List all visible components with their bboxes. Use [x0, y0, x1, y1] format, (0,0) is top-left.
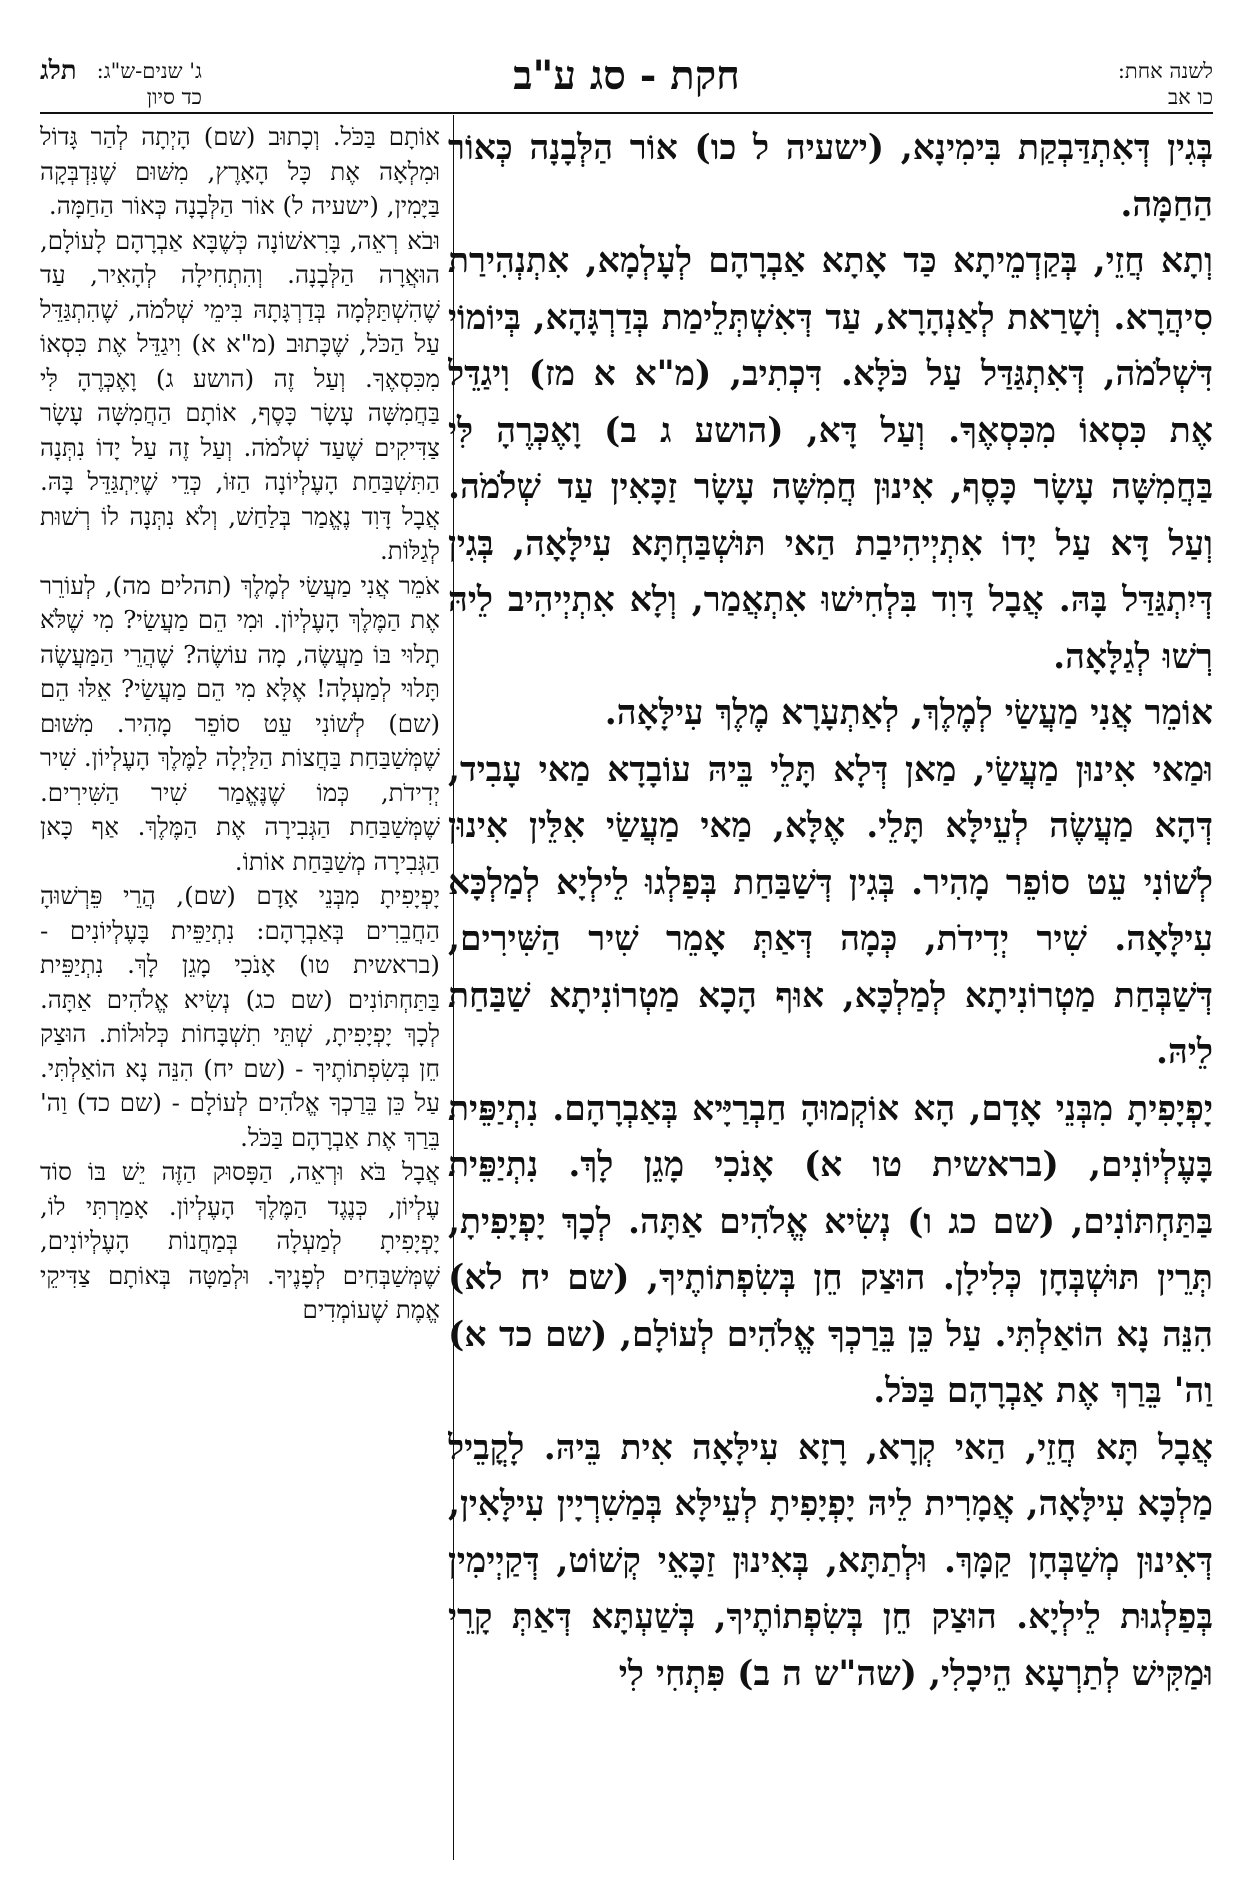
header-left	[40, 58, 340, 110]
main-paragraph: וּמַאי אִינוּן מַעֲשַׂי, מַאן דְּלָא תָּלֵי בֵּיהּ עוֹבָדָא מַאי עָבִיד, דְּהָא מַעֲשֶׂה לְעֵילָּא תָּלֵי. אֶלָּא, מַאי מַעֲשַׂי אִלֵּין אִינוּן לְשׁוֹנִי עֵט סוֹפֵר מָהִיר. בְּגִין דְּשַׁבַּחַת בְּפַלְגוּ לֵילְיָא לְמַלְכָּא עִילָּאָה. שִׁיר יְדִידֹת, כְּמָה דְּאַתְּ אָמֵר שִׁיר הַשִּׁירִים, דְּשַׁבְּחַת מַטְרוֹנִיתָא לְמַלְכָּא, אוּף הָכָא מַטְרוֹנִיתָא שַׁבַּחַת לֵיהּ.	[448, 749, 1213, 1072]
main-paragraph: אוֹמֵר אֲנִי מַעֲשַׂי לְמֶלֶךְ, לְאַתְעָרָא מֶלֶךְ עִילָּאָה.	[604, 693, 1213, 733]
translation-paragraph: אֹמֵר אֲנִי מַעֲשַׂי לְמֶלֶךְ (תהלים מה), לְעוֹרֵר אֶת הַמֶּלֶךְ הָעֶלְיוֹן. וּמִי הֵם מַעֲשַׂי? מִי שֶׁלֹּא תָלוּי בּוֹ מַעֲשֶׂה, מָה עוֹשֶׂה? שֶׁהֲרֵי הַמַּעֲשֶׂה תָּלוּי לְמַעְלָה! אֶלָּא מִי הֵם מַעֲשַׂי? אֵלּוּ הֵם (שם) לְשׁוֹנִי עֵט סוֹפֵר מָהִיר. מִשּׁוּם שֶׁמְּשַׁבַּחַת בַּחֲצוֹת הַלַּיְלָה לַמֶּלֶךְ הָעֶלְיוֹן. שִׁיר יְדִידֹת, כְּמוֹ שֶׁנֶּאֱמַר שִׁיר הַשִּׁירִים. שֶׁמְּשַׁבַּחַת הַגְּבִירָה אֶת הַמֶּלֶךְ. אַף כָּאן הַגְּבִירָה מְשַׁבַּחַת אוֹתוֹ.	[40, 570, 440, 876]
schedule-three-years: ג' שנים-ש"ג:	[96, 59, 202, 83]
translation-column	[40, 120, 440, 1870]
main-paragraph: אֲבָל תָּא חֲזֵי, הַאי קְרָא, רָזָא עִילָּאָה אִית בֵּיהּ. לָקֳבֵיל מַלְכָּא עִילָּאָה, אֲמָרִית לֵיהּ יָפְיָפִיתָ לְעֵילָּא בְּמַשִׁרְיָין עִילָּאִין, דְּאִינוּן מְשַׁבְּחָן קַמָּךְ. וּלְתַתָּא, בְּאִינוּן זַכָּאֵי קְשׁוֹט, דְּקַיְימִין בְּפַלְגוּת לֵילְיָא. הוּצַק חֵן בְּשִׂפְתוֹתֶיךָ, בְּשַׁעְתָּא דְּאַתְּ קָרֵי וּמַקִּישׁ לְתַרְעָא הֵיכָלִי, (שה"ש ה ב) פִּתְחִי לִי	[448, 1427, 1213, 1694]
main-paragraph: וְתָא חֲזֵי, בְּקַדְמֵיתָא כַּד אָתָא אַבְרָהָם לְעָלְמָא, אִתְנְהִירַת סִיהֲרָא. וְשָׁרַאת לְאַנְהָרָא, עַד דְּאִשְׁתְּלֵימַת בְּדַרְגָּהָא, בְּיוֹמוֹי דִּשְׁלֹמֹה, דְּאִתְגַּדַּל עַל כֹּלָּא. דִּכְתִיב, (מ"א א מז) וִיגַדֵּל אֶת כִּסְאוֹ מִכִּסְאֶךָ. וְעַל דָּא, (הושע ג ב) וָאֶכְּרֶהָ לִּי בַּחֲמִשָּׁה עָשָׂר כָּסֶף, אִינוּן חֲמִשָּׁה עָשָׂר זַכָּאִין עַד שְׁלֹמֹה. וְעַל דָּא עַל יָדוֹ אִתְיְיהִיבַת הַאי תּוּשְׁבַּחְתָּא עִילָּאָה, בְּגִין דְּיִתְגַּדַּל בָּהּ. אֲבָל דָּוִד בִּלְחִישׁוּ אִתְאֲמַר, וְלָא אִתְיְיהִיב לֵיהּ רְשׁוּ לְגַלָּאָה.	[448, 241, 1213, 677]
page-title: חקת - סג ע"ב	[513, 52, 740, 99]
main-paragraph: בְּגִין דְּאִתְדַּבְקַת בִּימִינָא, (ישעיה ל כו) אוֹר הַלְּבָנָה כְּאוֹר הַחַמָּה.	[448, 128, 1213, 225]
main-text-column	[448, 120, 1213, 1870]
main-paragraph: יָפְיָפִיתָ מִבְּנֵי אָדָם, הָא אוֹקְמוּהָ חַבְרַיָּיא בְּאַבְרָהָם. נִתְיַפֵּית בָּעֶלְיוֹנִים, (בראשית טו א) אָנֹכִי מָגֵן לָךְ. נִתְיַפֵּית בַּתַּחְתּוֹנִים, (שם כג ו) נְשִׂיא אֱלֹהִים אַתָּה. לְכָךְ יָפְיָפִיתָ, תְּרֵין תּוּשְׁבְּחָן כְּלִילָן. הוּצַק חֵן בְּשִׂפְתוֹתֶיךָ, (שם יח לא) הִנֵּה נָא הוֹאַלְתִּי. עַל כֵּן בֵּרַכְךָ אֱלֹהִים לְעוֹלָם, (שם כד א) וַה' בֵּרַךְ אֶת אַבְרָהָם בַּכֹּל.	[448, 1088, 1213, 1411]
translation-paragraph: וּבֹא רְאֵה, בָּרִאשׁוֹנָה כְּשֶׁבָּא אַבְרָהָם לָעוֹלָם, הוּאֲרָה הַלְּבָנָה. וְהִתְחִילָה לְהָאִיר, עַד שֶׁהִשְׁתַּלְּמָה בְּדַרְגָּתָהּ בִּימֵי שְׁלֹמֹה, שֶׁהִתְגַּדֵּל עַל הַכֹּל, שֶׁכָּתוּב (מ"א א) וִיגַדֵּל אֶת כִּסְאוֹ מִכִּסְאֶךָ. וְעַל זֶה (הושע ג) וָאֶכְּרֶהָ לִּי בַּחֲמִשָּׁה עָשָׂר כָּסֶף, אוֹתָם הַחֲמִשָּׁה עָשָׂר צַדִּיקִים שֶׁעַד שְׁלֹמֹה. וְעַל זֶה עַל יָדוֹ נִתְּנָה הַתִּשְׁבַּחַת הָעֶלְיוֹנָה הַזּוֹ, כְּדֵי שֶׁיִּתְגַּדֵּל בָּהּ. אֲבָל דָּוִד נֶאֱמַר בְּלַחַשׁ, וְלֹא נִתְּנָה לוֹ רְשׁוּת לְגַלּוֹת.	[40, 225, 440, 565]
page-number: תלג	[40, 56, 77, 86]
header-divider	[40, 112, 1213, 114]
translation-paragraph: אֲבָל בֹּא וּרְאֵה, הַפָּסוּק הַזֶּה יֵשׁ בּוֹ סוֹד עֶלְיוֹן, כְּנֶגֶד הַמֶּלֶךְ הָעֶלְיוֹן. אָמַרְתִּי לוֹ, יָפְיָפִיתָ לְמַעְלָה בְּמַחֲנוֹת הָעֶלְיוֹנִים, שֶׁמְּשַׁבְּחִים לְפָנֶיךָ. וּלְמַטָּה בְּאוֹתָם צַדִּיקֵי אֱמֶת שֶׁעוֹמְדִים	[40, 1157, 440, 1324]
translation-paragraph: יָפְיָפִיתָ מִבְּנֵי אָדָם (שם), הֲרֵי פֵּרְשׁוּהָ הַחֲבֵרִים בְּאַבְרָהָם: נִתְיַפֵּית בָּעֶלְיוֹנִים - (בראשית טו) אָנֹכִי מָגֵן לָךְ. נִתְיַפֵּית בַּתַּחְתּוֹנִים (שם כג) נְשִׂיא אֱלֹהִים אַתָּה. לְכָךְ יָפְיָפִיתָ, שְׁתֵּי תִשְׁבָּחוֹת כְּלוּלוֹת. הוּצַק חֵן בְּשִׂפְתוֹתֶיךָ - (שם יח) הִנֵּה נָא הוֹאַלְתִּי. עַל כֵּן בֵּרַכְךָ אֱלֹהִים לְעוֹלָם - (שם כד) וַה' בֵּרַךְ אֶת אַבְרָהָם בַּכֹּל.	[40, 881, 440, 1152]
schedule-three-years-date: כד סיון	[146, 85, 202, 109]
schedule-one-year: לשנה אחת:	[1117, 59, 1213, 83]
translation-paragraph: אוֹתָם בַּכֹּל. וְכָתוּב (שם) הָיְתָה לְהַר גָּדוֹל וּמִלְאָה אֶת כָּל הָאָרֶץ, מִשּׁוּם שֶׁנִּדְבְּקָה בַּיָּמִין, (ישעיה ל) אוֹר הַלְּבָנָה כְּאוֹר הַחַמָּה.	[40, 122, 440, 220]
schedule-one-year-date: כו אב	[1167, 85, 1213, 109]
